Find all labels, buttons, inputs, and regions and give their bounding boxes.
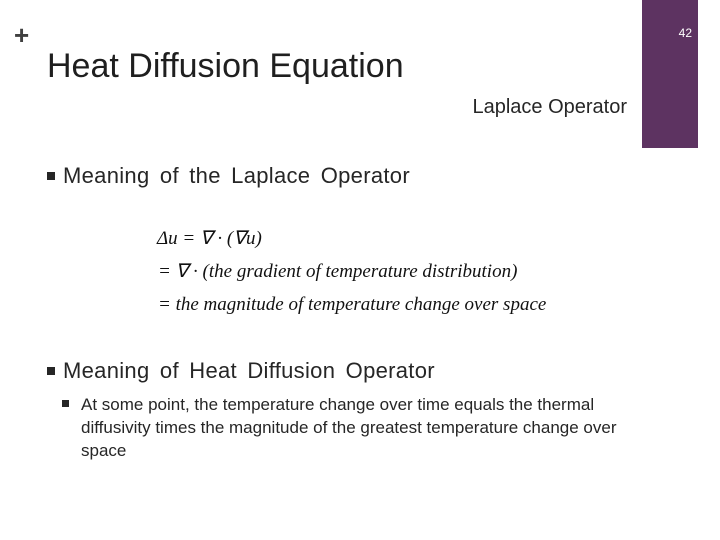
slide-number: 42 xyxy=(678,26,692,40)
slide-title: Heat Diffusion Equation xyxy=(47,47,404,85)
bullet-heat-diffusion-meaning xyxy=(47,357,435,385)
square-bullet-icon xyxy=(47,172,55,180)
bullet-text: Meaning of Heat Diffusion Operator xyxy=(63,358,435,383)
bullet-laplace-meaning xyxy=(47,162,410,190)
sub-bullet-text: At some point, the temperature change over time equals the thermal diffusivity times the magnitude of the greatest temperature change over space xyxy=(81,395,617,460)
equation-line-1: Δu = ∇ · (∇u) xyxy=(157,228,262,249)
square-bullet-icon xyxy=(62,400,69,407)
square-bullet-icon xyxy=(47,367,55,375)
equation-line-3: = the magnitude of temperature change over space xyxy=(158,294,547,315)
sub-bullet xyxy=(62,393,622,462)
accent-bar xyxy=(642,0,698,148)
slide-subtitle: Laplace Operator xyxy=(472,96,627,118)
laplace-equation xyxy=(157,222,546,321)
bullet-text: Meaning of the Laplace Operator xyxy=(63,163,410,188)
equation-line-2: = ∇ · (the gradient of temperature distribution) xyxy=(158,261,518,282)
plus-mark: + xyxy=(14,20,30,50)
